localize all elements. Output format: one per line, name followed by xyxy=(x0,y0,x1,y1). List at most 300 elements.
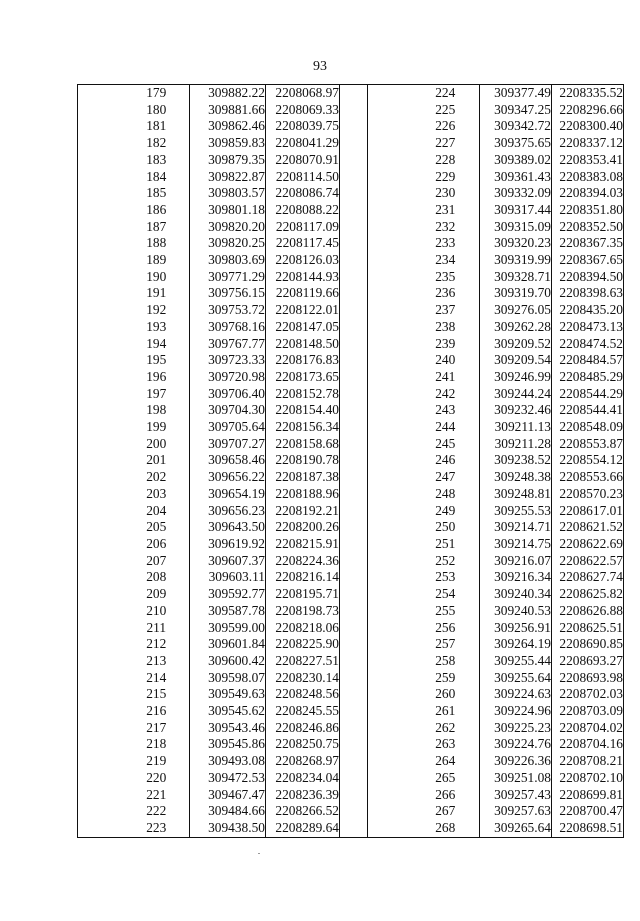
y-coordinate-cell: 2208570.23 xyxy=(552,486,624,503)
y-coordinate-cell: 2208248.56 xyxy=(266,686,340,703)
table-row xyxy=(78,235,624,252)
y-coordinate-cell: 2208117.09 xyxy=(266,219,340,236)
point-number-cell: 205 xyxy=(146,519,167,535)
point-number-cell: 188 xyxy=(146,235,167,251)
x-coordinate-cell: 309767.77 xyxy=(190,336,266,353)
x-coordinate-cell: 309601.84 xyxy=(190,636,266,653)
blank-cell-left xyxy=(78,770,124,787)
blank-cell-left xyxy=(78,803,124,820)
blank-cell-left xyxy=(78,118,124,135)
x-coordinate-cell: 309361.43 xyxy=(480,169,552,186)
blank-cell-right xyxy=(368,670,412,687)
x-coordinate-cell: 309246.99 xyxy=(480,369,552,386)
blank-cell-middle xyxy=(340,469,368,486)
table-row xyxy=(78,352,624,369)
x-coordinate-cell: 309756.15 xyxy=(190,285,266,302)
blank-cell-left xyxy=(78,569,124,586)
y-coordinate-cell: 2208268.97 xyxy=(266,753,340,770)
table-row xyxy=(78,436,624,453)
x-coordinate-cell: 309248.81 xyxy=(480,486,552,503)
x-coordinate-cell: 309723.33 xyxy=(190,352,266,369)
table-row xyxy=(78,118,624,135)
blank-cell-left xyxy=(78,85,124,102)
point-number-cell: 252 xyxy=(435,552,456,568)
blank-cell-right xyxy=(368,620,412,637)
blank-cell-left xyxy=(78,302,124,319)
point-number-cell: 194 xyxy=(146,335,167,351)
y-coordinate-cell: 2208702.10 xyxy=(552,770,624,787)
blank-cell-middle xyxy=(340,636,368,653)
blank-cell-right xyxy=(368,603,412,620)
y-coordinate-cell: 2208117.45 xyxy=(266,235,340,252)
blank-cell-left xyxy=(78,653,124,670)
table-row xyxy=(78,820,624,837)
blank-cell-left xyxy=(78,386,124,403)
blank-cell-right xyxy=(368,269,412,286)
x-coordinate-cell: 309607.37 xyxy=(190,553,266,570)
blank-cell-left xyxy=(78,102,124,119)
y-coordinate-cell: 2208289.64 xyxy=(266,820,340,837)
y-coordinate-cell: 2208690.85 xyxy=(552,636,624,653)
point-number-cell: 233 xyxy=(435,235,456,251)
y-coordinate-cell: 2208544.29 xyxy=(552,386,624,403)
y-coordinate-cell: 2208352.50 xyxy=(552,219,624,236)
x-coordinate-cell: 309332.09 xyxy=(480,185,552,202)
blank-cell-right xyxy=(368,369,412,386)
point-number-cell: 230 xyxy=(435,185,456,201)
y-coordinate-cell: 2208041.29 xyxy=(266,135,340,152)
blank-cell-middle xyxy=(340,720,368,737)
y-coordinate-cell: 2208039.75 xyxy=(266,118,340,135)
x-coordinate-cell: 309467.47 xyxy=(190,787,266,804)
blank-cell-middle xyxy=(340,686,368,703)
x-coordinate-cell: 309214.71 xyxy=(480,519,552,536)
y-coordinate-cell: 2208156.34 xyxy=(266,419,340,436)
blank-cell-left xyxy=(78,269,124,286)
table-row xyxy=(78,586,624,603)
table-row xyxy=(78,736,624,753)
blank-cell-right xyxy=(368,219,412,236)
blank-cell-right xyxy=(368,820,412,837)
x-coordinate-cell: 309619.92 xyxy=(190,536,266,553)
table-row xyxy=(78,503,624,520)
y-coordinate-cell: 2208622.57 xyxy=(552,553,624,570)
blank-cell-middle xyxy=(340,118,368,135)
blank-cell-left xyxy=(78,135,124,152)
x-coordinate-cell: 309859.83 xyxy=(190,135,266,152)
point-number-cell: 193 xyxy=(146,318,167,334)
scan-speck xyxy=(258,853,260,854)
point-number-cell: 213 xyxy=(146,652,167,668)
y-coordinate-cell: 2208195.71 xyxy=(266,586,340,603)
table-row xyxy=(78,319,624,336)
blank-cell-middle xyxy=(340,252,368,269)
y-coordinate-cell: 2208704.02 xyxy=(552,720,624,737)
point-number-cell: 183 xyxy=(146,151,167,167)
y-coordinate-cell: 2208119.66 xyxy=(266,285,340,302)
point-number-cell: 189 xyxy=(146,252,167,268)
x-coordinate-cell: 309820.25 xyxy=(190,235,266,252)
table-row xyxy=(78,386,624,403)
blank-cell-left xyxy=(78,319,124,336)
y-coordinate-cell: 2208367.65 xyxy=(552,252,624,269)
y-coordinate-cell: 2208621.52 xyxy=(552,519,624,536)
table-row xyxy=(78,703,624,720)
blank-cell-left xyxy=(78,436,124,453)
point-number-cell: 187 xyxy=(146,218,167,234)
blank-cell-left xyxy=(78,553,124,570)
point-number-cell: 221 xyxy=(146,786,167,802)
blank-cell-middle xyxy=(340,519,368,536)
y-coordinate-cell: 2208553.66 xyxy=(552,469,624,486)
point-number-cell: 268 xyxy=(412,820,480,837)
point-number-cell: 214 xyxy=(146,669,167,685)
point-number-cell: 198 xyxy=(146,402,167,418)
x-coordinate-cell: 309342.72 xyxy=(480,118,552,135)
table-row xyxy=(78,670,624,687)
y-coordinate-cell: 2208154.40 xyxy=(266,402,340,419)
point-number-cell: 180 xyxy=(146,101,167,117)
blank-cell-right xyxy=(368,569,412,586)
y-coordinate-cell: 2208351.80 xyxy=(552,202,624,219)
point-number-cell: 203 xyxy=(146,485,167,501)
x-coordinate-cell: 309753.72 xyxy=(190,302,266,319)
x-coordinate-cell: 309543.46 xyxy=(190,720,266,737)
table-row xyxy=(78,219,624,236)
x-coordinate-cell: 309224.96 xyxy=(480,703,552,720)
y-coordinate-cell: 2208473.13 xyxy=(552,319,624,336)
blank-cell-middle xyxy=(340,135,368,152)
point-number-cell: 200 xyxy=(146,435,167,451)
blank-cell-left xyxy=(78,452,124,469)
blank-cell-middle xyxy=(340,402,368,419)
point-number-cell: 238 xyxy=(435,318,456,334)
y-coordinate-cell: 2208068.97 xyxy=(266,85,340,102)
blank-cell-right xyxy=(368,753,412,770)
y-coordinate-cell: 2208435.20 xyxy=(552,302,624,319)
x-coordinate-cell: 309209.54 xyxy=(480,352,552,369)
y-coordinate-cell: 2208225.90 xyxy=(266,636,340,653)
point-number-cell: 264 xyxy=(435,753,456,769)
x-coordinate-cell: 309216.34 xyxy=(480,569,552,586)
x-coordinate-cell: 309214.75 xyxy=(480,536,552,553)
blank-cell-right xyxy=(368,653,412,670)
blank-cell-left xyxy=(78,352,124,369)
blank-cell-right xyxy=(368,787,412,804)
coordinates-table xyxy=(77,84,624,838)
y-coordinate-cell: 2208627.74 xyxy=(552,569,624,586)
x-coordinate-cell: 309599.00 xyxy=(190,620,266,637)
x-coordinate-cell: 309251.08 xyxy=(480,770,552,787)
table-row xyxy=(78,653,624,670)
y-coordinate-cell: 2208367.35 xyxy=(552,235,624,252)
y-coordinate-cell: 2208554.12 xyxy=(552,452,624,469)
y-coordinate-cell: 2208188.96 xyxy=(266,486,340,503)
blank-cell-left xyxy=(78,536,124,553)
blank-cell-right xyxy=(368,152,412,169)
x-coordinate-cell: 309244.24 xyxy=(480,386,552,403)
blank-cell-left xyxy=(78,185,124,202)
point-number-cell: 201 xyxy=(146,452,167,468)
blank-cell-left xyxy=(78,219,124,236)
x-coordinate-cell: 309654.19 xyxy=(190,486,266,503)
blank-cell-right xyxy=(368,519,412,536)
table-row xyxy=(78,252,624,269)
blank-cell-middle xyxy=(340,285,368,302)
point-number-cell: 254 xyxy=(435,586,456,602)
point-number-cell: 242 xyxy=(435,385,456,401)
table-row xyxy=(78,720,624,737)
x-coordinate-cell: 309706.40 xyxy=(190,386,266,403)
point-number-cell: 245 xyxy=(435,435,456,451)
point-number-cell: 249 xyxy=(435,502,456,518)
point-number-cell: 237 xyxy=(435,302,456,318)
point-number-cell: 191 xyxy=(146,285,167,301)
table-row xyxy=(78,620,624,637)
table-row xyxy=(78,336,624,353)
x-coordinate-cell: 309211.13 xyxy=(480,419,552,436)
point-number-cell: 220 xyxy=(146,769,167,785)
x-coordinate-cell: 309493.08 xyxy=(190,753,266,770)
blank-cell-middle xyxy=(340,536,368,553)
blank-cell-middle xyxy=(340,736,368,753)
point-number-cell: 258 xyxy=(435,652,456,668)
table-row xyxy=(78,185,624,202)
x-coordinate-cell: 309879.35 xyxy=(190,152,266,169)
x-coordinate-cell: 309822.87 xyxy=(190,169,266,186)
blank-cell-left xyxy=(78,336,124,353)
point-number-cell: 250 xyxy=(435,519,456,535)
table-row xyxy=(78,536,624,553)
table-row xyxy=(78,753,624,770)
y-coordinate-cell: 2208227.51 xyxy=(266,653,340,670)
blank-cell-middle xyxy=(340,670,368,687)
blank-cell-right xyxy=(368,553,412,570)
y-coordinate-cell: 2208148.50 xyxy=(266,336,340,353)
x-coordinate-cell: 309238.52 xyxy=(480,452,552,469)
blank-cell-left xyxy=(78,736,124,753)
blank-cell-left xyxy=(78,202,124,219)
table-row xyxy=(78,152,624,169)
blank-cell-middle xyxy=(340,152,368,169)
x-coordinate-cell: 309389.02 xyxy=(480,152,552,169)
table-row xyxy=(78,569,624,586)
blank-cell-middle xyxy=(340,820,368,837)
x-coordinate-cell: 309256.91 xyxy=(480,620,552,637)
blank-cell-right xyxy=(368,419,412,436)
y-coordinate-cell: 2208224.36 xyxy=(266,553,340,570)
blank-cell-left xyxy=(78,636,124,653)
y-coordinate-cell: 2208702.03 xyxy=(552,686,624,703)
point-number-cell: 236 xyxy=(435,285,456,301)
x-coordinate-cell: 309224.63 xyxy=(480,686,552,703)
point-number-cell: 241 xyxy=(435,368,456,384)
table-row xyxy=(78,469,624,486)
blank-cell-right xyxy=(368,185,412,202)
x-coordinate-cell: 309882.22 xyxy=(190,85,266,102)
blank-cell-right xyxy=(368,703,412,720)
table-row xyxy=(78,285,624,302)
blank-cell-left xyxy=(78,670,124,687)
point-number-cell: 225 xyxy=(435,101,456,117)
x-coordinate-cell: 309232.46 xyxy=(480,402,552,419)
blank-cell-middle xyxy=(340,569,368,586)
point-number-cell: 266 xyxy=(435,786,456,802)
x-coordinate-cell: 309803.69 xyxy=(190,252,266,269)
blank-cell-right xyxy=(368,202,412,219)
y-coordinate-cell: 2208176.83 xyxy=(266,352,340,369)
x-coordinate-cell: 309600.42 xyxy=(190,653,266,670)
blank-cell-right xyxy=(368,336,412,353)
blank-cell-middle xyxy=(340,603,368,620)
blank-cell-right xyxy=(368,118,412,135)
blank-cell-middle xyxy=(340,319,368,336)
x-coordinate-cell: 309549.63 xyxy=(190,686,266,703)
x-coordinate-cell: 309720.98 xyxy=(190,369,266,386)
blank-cell-right xyxy=(368,302,412,319)
y-coordinate-cell: 2208245.55 xyxy=(266,703,340,720)
blank-cell-right xyxy=(368,402,412,419)
table-row xyxy=(78,169,624,186)
blank-cell-middle xyxy=(340,653,368,670)
y-coordinate-cell: 2208625.51 xyxy=(552,620,624,637)
table-row xyxy=(78,269,624,286)
point-number-cell: 204 xyxy=(146,502,167,518)
x-coordinate-cell: 309276.05 xyxy=(480,302,552,319)
y-coordinate-cell: 2208622.69 xyxy=(552,536,624,553)
y-coordinate-cell: 2208394.03 xyxy=(552,185,624,202)
point-number-cell: 265 xyxy=(435,769,456,785)
x-coordinate-cell: 309225.23 xyxy=(480,720,552,737)
blank-cell-right xyxy=(368,686,412,703)
x-coordinate-cell: 309881.66 xyxy=(190,102,266,119)
table-row xyxy=(78,787,624,804)
point-number-cell: 207 xyxy=(146,552,167,568)
x-coordinate-cell: 309656.23 xyxy=(190,503,266,520)
table-row xyxy=(78,402,624,419)
point-number-cell: 267 xyxy=(435,803,456,819)
y-coordinate-cell: 2208200.26 xyxy=(266,519,340,536)
blank-cell-middle xyxy=(340,185,368,202)
blank-cell-middle xyxy=(340,553,368,570)
blank-cell-right xyxy=(368,102,412,119)
blank-cell-right xyxy=(368,469,412,486)
blank-cell-middle xyxy=(340,703,368,720)
y-coordinate-cell: 2208173.65 xyxy=(266,369,340,386)
blank-cell-middle xyxy=(340,219,368,236)
point-number-cell: 182 xyxy=(146,135,167,151)
x-coordinate-cell: 309545.86 xyxy=(190,736,266,753)
point-number-cell: 222 xyxy=(146,803,167,819)
blank-cell-middle xyxy=(340,503,368,520)
blank-cell-right xyxy=(368,285,412,302)
x-coordinate-cell: 309347.25 xyxy=(480,102,552,119)
table-row xyxy=(78,302,624,319)
blank-cell-middle xyxy=(340,787,368,804)
y-coordinate-cell: 2208187.38 xyxy=(266,469,340,486)
point-number-cell: 257 xyxy=(435,636,456,652)
point-number-cell: 186 xyxy=(146,201,167,217)
point-number-cell: 248 xyxy=(435,485,456,501)
blank-cell-left xyxy=(78,519,124,536)
blank-cell-left xyxy=(78,787,124,804)
x-coordinate-cell: 309255.44 xyxy=(480,653,552,670)
x-coordinate-cell: 309226.36 xyxy=(480,753,552,770)
table-row xyxy=(78,419,624,436)
point-number-cell: 256 xyxy=(435,619,456,635)
y-coordinate-cell: 2208553.87 xyxy=(552,436,624,453)
y-coordinate-cell: 2208192.21 xyxy=(266,503,340,520)
y-coordinate-cell: 2208190.78 xyxy=(266,452,340,469)
blank-cell-right xyxy=(368,486,412,503)
blank-cell-left xyxy=(78,586,124,603)
point-number-cell: 211 xyxy=(146,619,167,635)
blank-cell-left xyxy=(78,620,124,637)
blank-cell-middle xyxy=(340,386,368,403)
x-coordinate-cell: 309658.46 xyxy=(190,452,266,469)
blank-cell-right xyxy=(368,720,412,737)
point-number-cell: 216 xyxy=(146,703,167,719)
point-number-cell: 195 xyxy=(146,352,167,368)
blank-cell-right xyxy=(368,586,412,603)
blank-cell-middle xyxy=(340,486,368,503)
y-coordinate-cell: 2208626.88 xyxy=(552,603,624,620)
blank-cell-left xyxy=(78,419,124,436)
blank-cell-middle xyxy=(340,336,368,353)
point-number-cell: 185 xyxy=(146,185,167,201)
x-coordinate-cell: 309545.62 xyxy=(190,703,266,720)
y-coordinate-cell: 2208484.57 xyxy=(552,352,624,369)
point-number-cell: 179 xyxy=(124,85,190,102)
blank-cell-middle xyxy=(340,269,368,286)
blank-cell-middle xyxy=(340,620,368,637)
x-coordinate-cell: 309320.23 xyxy=(480,235,552,252)
blank-cell-left xyxy=(78,703,124,720)
x-coordinate-cell: 309598.07 xyxy=(190,670,266,687)
point-number-cell: 212 xyxy=(146,636,167,652)
blank-cell-right xyxy=(368,536,412,553)
x-coordinate-cell: 309592.77 xyxy=(190,586,266,603)
x-coordinate-cell: 309375.65 xyxy=(480,135,552,152)
x-coordinate-cell: 309862.46 xyxy=(190,118,266,135)
blank-cell-middle xyxy=(340,85,368,102)
point-number-cell: 244 xyxy=(435,419,456,435)
blank-cell-left xyxy=(78,820,124,837)
point-number-cell: 228 xyxy=(435,151,456,167)
x-coordinate-cell: 309317.44 xyxy=(480,202,552,219)
blank-cell-left xyxy=(78,285,124,302)
blank-cell-left xyxy=(78,169,124,186)
table-row xyxy=(78,369,624,386)
y-coordinate-cell: 2208230.14 xyxy=(266,670,340,687)
point-number-cell: 255 xyxy=(435,602,456,618)
point-number-cell: 181 xyxy=(146,118,167,134)
x-coordinate-cell: 309771.29 xyxy=(190,269,266,286)
y-coordinate-cell: 2208216.14 xyxy=(266,569,340,586)
y-coordinate-cell: 2208246.86 xyxy=(266,720,340,737)
x-coordinate-cell: 309216.07 xyxy=(480,553,552,570)
x-coordinate-cell: 309768.16 xyxy=(190,319,266,336)
table-row xyxy=(78,803,624,820)
blank-cell-middle xyxy=(340,169,368,186)
x-coordinate-cell: 309472.53 xyxy=(190,770,266,787)
point-number-cell: 247 xyxy=(435,469,456,485)
y-coordinate-cell: 2208394.50 xyxy=(552,269,624,286)
point-number-cell: 208 xyxy=(146,569,167,585)
y-coordinate-cell: 2208152.78 xyxy=(266,386,340,403)
point-number-cell: 259 xyxy=(435,669,456,685)
blank-cell-left xyxy=(78,603,124,620)
